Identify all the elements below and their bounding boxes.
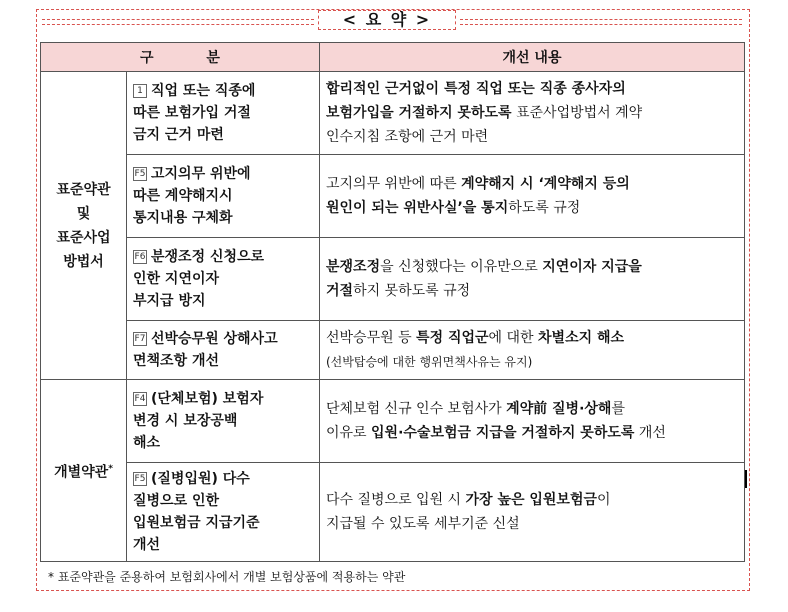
item-number-badge: 1 [133, 84, 147, 98]
item-cell [127, 155, 320, 238]
desc-cell [320, 463, 745, 562]
desc-text: 계약해지 시 ‘계약해지 등의 원인이 되는 위반사실’을 통지 [326, 176, 630, 216]
group-label: 표준약관 및 표준사업 방법서 [56, 181, 111, 270]
group-label: 개별약관 [54, 464, 109, 481]
desc-text: 분쟁조정 [326, 259, 381, 275]
desc-text: 이 지급될 수 있도록 세부기준 신설 [326, 492, 611, 532]
table-row [41, 155, 745, 238]
desc-cell [320, 72, 745, 155]
desc-text: 입원·수술보험금 지급을 거절하지 못하도록 [371, 425, 635, 441]
desc-text: 단체보험 신규 인수 보험사가 [326, 401, 507, 417]
table-row [41, 321, 745, 380]
table-header-row [41, 43, 745, 72]
desc-text: 를 이유로 [326, 401, 625, 441]
summary-table [40, 42, 745, 562]
item-title: (질병입원) 다수 질병으로 인한 입원보험금 지급기준 개선 [133, 471, 260, 553]
desc-cell [320, 238, 745, 321]
item-cell [127, 238, 320, 321]
item-number-badge: F4 [134, 394, 146, 404]
desc-cell [320, 155, 745, 238]
desc-cell [320, 321, 745, 380]
group-individual [41, 380, 127, 562]
item-cell [127, 380, 320, 463]
group-standard [41, 72, 127, 380]
item-number-badge: F7 [134, 334, 146, 344]
item-title: (단체보험) 보험자 변경 시 보장공백 해소 [133, 391, 264, 451]
desc-text: 지연이자 지급을 거절 [326, 259, 642, 299]
footnote: * 표준약관을 준용하여 보험회사에서 개별 보험상품에 적용하는 약관 [48, 570, 406, 584]
table-row [41, 380, 745, 463]
item-cell [127, 72, 320, 155]
desc-text: 을 신청했다는 이유만으로 [380, 259, 543, 275]
desc-text: 특정 직업군 [416, 330, 489, 346]
desc-text: 선박승무원 등 [326, 330, 417, 346]
item-number-badge: F6 [134, 252, 146, 262]
table-row [41, 463, 745, 562]
summary-title: < 요 약 > [318, 10, 456, 30]
desc-cell [320, 380, 745, 463]
desc-text: 가장 높은 입원보험금 [465, 492, 597, 508]
item-title: 고지의무 위반에 따른 계약해지시 통지내용 구체화 [133, 166, 251, 226]
desc-text: 차별소지 해소 [538, 330, 625, 346]
item-title: 직업 또는 직종에 따른 보험가입 거절 금지 근거 마련 [133, 83, 256, 143]
desc-text: 표준사업방법서 계약 인수지침 조항에 근거 마련 [326, 105, 643, 145]
desc-text: 에 대한 [488, 330, 539, 346]
desc-note: (선박탑승에 대한 행위면책사유는 유지) [326, 355, 533, 369]
header-content: 개선 내용 [320, 43, 745, 72]
desc-text: 하도록 규정 [508, 200, 581, 216]
desc-text: 계약前 질병·상해 [506, 401, 612, 417]
title-rule-left [42, 19, 314, 25]
group-mark: * [108, 463, 113, 474]
title-row [36, 9, 750, 31]
item-cell [127, 463, 320, 562]
item-number-badge: F5 [134, 169, 146, 179]
table-row [41, 72, 745, 155]
item-number-badge: F5 [134, 474, 146, 484]
header-category: 구 분 [41, 43, 320, 72]
desc-text: 하지 못하도록 규정 [353, 283, 471, 299]
text-cursor [745, 470, 747, 488]
desc-text: 고지의무 위반에 따른 [326, 176, 462, 192]
desc-text: 합리적인 근거없이 특정 직업 또는 직종 종사자의 보험가입을 거절하지 못하도록 [326, 81, 626, 121]
table-row [41, 238, 745, 321]
item-title: 분쟁조정 신청으로 인한 지연이자 부지급 방지 [133, 249, 265, 309]
item-cell [127, 321, 320, 380]
desc-text: 개선 [634, 425, 666, 441]
desc-text: 다수 질병으로 입원 시 [326, 492, 466, 508]
item-title: 선박승무원 상해사고 면책조항 개선 [133, 331, 278, 369]
title-rule-right [460, 19, 742, 25]
